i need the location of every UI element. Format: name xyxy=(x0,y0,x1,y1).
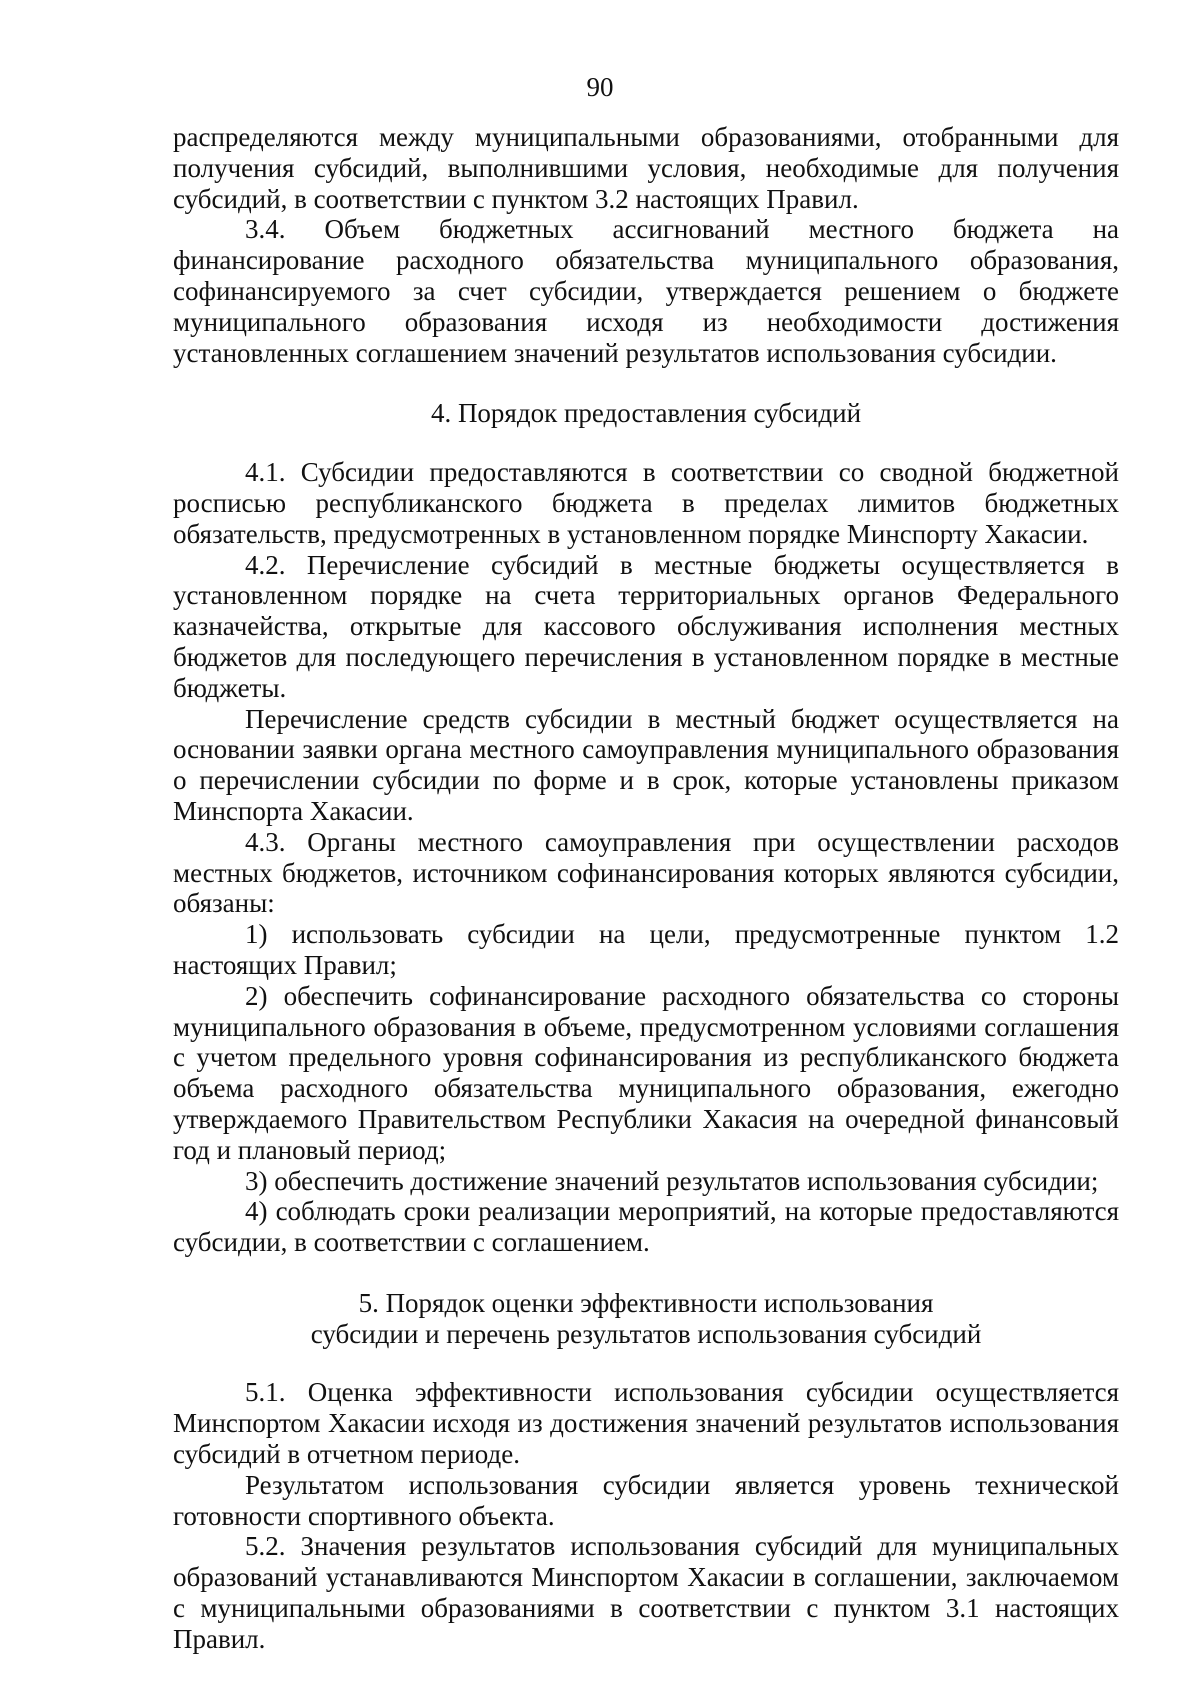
list-item-1: 1) использовать субсидии на цели, предусмотренные пунктом 1.2 настоящих Правил; xyxy=(173,919,1119,980)
section-5-heading xyxy=(173,1288,1119,1350)
list-item-2: 2) обеспечить софинансирование расходного обязательства со стороны муниципального образования в объеме, предусмотренном условиями соглашения с учетом предельного уровня софинансирования из республиканского бюджета объема расходного обязательства муниципального образования, ежегодно утверждаемого Правительством Республики Хакасия на очередной финансовый год и плановый период; xyxy=(173,980,1119,1165)
paragraph-4-2-transfer: Перечисление средств субсидии в местный бюджет осуществляется на основании заявки органа местного самоуправления муниципального образования о перечислении субсидии по форме и в срок, которые установлены приказом Минспорта Хакасии. xyxy=(173,703,1119,826)
list-item-3: 3) обеспечить достижение значений результатов использования субсидии; xyxy=(245,1165,1099,1196)
paragraph-3-4: 3.4. Объем бюджетных ассигнований местного бюджета на финансирование расходного обязательства муниципального образования, софинансируемого за счет субсидии, утверждается решением о бюджете муниципального образования исходя из необходимости достижения установленных соглашением значений результатов использования субсидии. xyxy=(173,214,1119,368)
paragraph-4-3: 4.3. Органы местного самоуправления при осуществлении расходов местных бюджетов, источником софинансирования которых являются субсидии, обязаны: xyxy=(173,826,1119,919)
section-5-heading-line-1: 5. Порядок оценки эффективности использования xyxy=(358,1287,934,1318)
list-item-4: 4) соблюдать сроки реализации мероприятий, на которые предоставляются субсидии, в соответствии с соглашением. xyxy=(173,1196,1119,1258)
paragraph-5-1-result: Результатом использования субсидии является уровень технической готовности спортивного объекта. xyxy=(173,1469,1119,1531)
section-5-heading-line-2: субсидии и перечень результатов использования субсидий xyxy=(310,1318,982,1349)
section-4-heading: 4. Порядок предоставления субсидий xyxy=(430,398,862,429)
intro-paragraph: распределяются между муниципальными образованиями, отобранными для получения субсидий, выполнившими условия, необходимые для получения субсидий, в соответствии с пунктом 3.2 настоящих Правил. xyxy=(173,122,1119,214)
paragraph-5-2: 5.2. Значения результатов использования субсидий для муниципальных образований устанавливаются Минспортом Хакасии в соглашении, заключаемом с муниципальными образованиями в соответствии с пунктом 3.1 настоящих Правил. xyxy=(173,1531,1119,1654)
document-body xyxy=(173,122,1119,1655)
paragraph-4-2: 4.2. Перечисление субсидий в местные бюджеты осуществляется в установленном порядке на счета территориальных органов Федерального казначейства, открытые для кассового обслуживания исполнения местных бюджетов для последующего перечисления в установленном порядке в местные бюджеты. xyxy=(173,549,1119,703)
page-number: 90 xyxy=(586,72,614,102)
paragraph-4-1: 4.1. Субсидии предоставляются в соответствии со сводной бюджетной росписью республиканского бюджета в пределах лимитов бюджетных обязательств, предусмотренных в установленном порядке Минспорту Хакасии. xyxy=(173,457,1119,549)
paragraph-5-1: 5.1. Оценка эффективности использования субсидии осуществляется Минспортом Хакасии исходя из достижения значений результатов использования субсидий в отчетном периоде. xyxy=(173,1377,1119,1470)
